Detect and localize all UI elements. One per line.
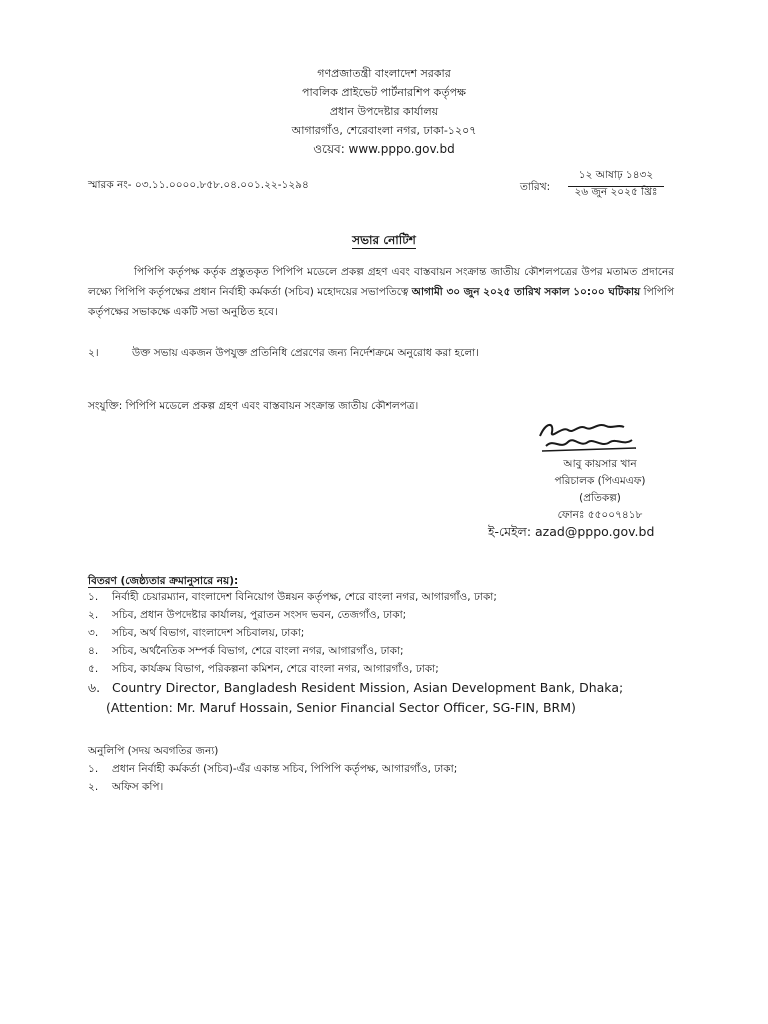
list-item-text: প্রধান নির্বাহী কর্মকর্তা (সচিব)-এঁর একান্ত সচিব, পিপিপি কর্তৃপক্ষ, আগারগাঁও, ঢাকা; [112,763,458,775]
list-item-text: নির্বাহী চেয়ারম্যান, বাংলাদেশ বিনিয়োগ উন্নয়ন কর্তৃপক্ষ, শেরে বাংলা নগর, আগারগাঁও, ঢাকা; [112,591,497,603]
signatory-name: আবু কায়সার খান [563,458,637,470]
signatory-details [520,456,680,524]
office-address: আগারগাঁও, শেরেবাংলা নগর, ঢাকা-১২০৭ [291,124,477,137]
date-bangla: ১২ আষাঢ় ১৪৩২ [568,168,664,187]
meeting-datetime: আগামী ৩০ জুন ২০২৫ তারিখ সকাল ১০:০০ ঘটিকায় [411,286,641,298]
office-name: প্রধান উপদেষ্টার কার্যালয় [329,105,439,118]
notice-title [0,232,768,252]
date-label: তারিখ: [520,181,551,193]
website-link[interactable]: ওয়েব: www.pppo.gov.bd [313,142,455,156]
list-item-text: সচিব, অর্থ বিভাগ, বাংলাদেশ সচিবালয়, ঢাকা; [112,627,305,639]
authority-name: পাবলিক প্রাইভেট পার্টনারশিপ কর্তৃপক্ষ [302,86,466,99]
list-item [88,624,708,642]
signatory-email[interactable]: ই-মেইল: azad@pppo.gov.bd [488,524,655,539]
signatory-designation: পরিচালক (পিএমএফ) [554,475,646,487]
list-item-number: ২. [88,781,99,793]
list-item-number: ২. [88,609,99,621]
copy-list [88,760,708,796]
signatory-phone: ফোনঃ ৫৫০০৭৪১৮ [557,509,643,521]
list-item-number: ৩. [88,627,99,639]
copy-heading: অনুলিপি (সদয় অবগতির জন্য) [88,745,219,757]
list-item-text: সচিব, কার্যক্রম বিভাগ, পরিকল্পনা কমিশন, শেরে বাংলা নগর, আগারগাঁও, ঢাকা; [112,663,439,675]
notice-title-text: সভার নোটিশ [352,233,416,247]
list-item-text: সচিব, অর্থনৈতিক সম্পর্ক বিভাগ, শেরে বাংলা নগর, আগারগাঁও, ঢাকা; [112,645,404,657]
list-item-number: ১. [88,591,99,603]
list-item [88,678,708,698]
list-item [88,588,708,606]
attachment-line: সংযুক্তি: পিপিপি মডেলে প্রকল্প গ্রহণ এবং বাস্তবায়ন সংক্রান্ত জাতীয় কৌশলপত্র। [88,400,419,412]
paragraph-2-text: উক্ত সভায় একজন উপযুক্ত প্রতিনিধি প্রেরণের জন্য নির্দেশক্রমে অনুরোধ করা হলো। [132,347,479,359]
list-item [88,760,708,778]
list-item-text: সচিব, প্রধান উপদেষ্টার কার্যালয়, পুরাতন সংসদ ভবন, তেজগাঁও, ঢাকা; [112,609,407,621]
list-item-number: ১. [88,763,99,775]
paragraph-1 [88,262,674,322]
paragraph-2-number: ২। [88,347,99,359]
signatory-role: (প্রতিকল্প) [579,492,621,504]
paragraph-1-text-a: পিপিপি কর্তৃপক্ষ কর্তৃক প্রস্তুতকৃত পিপিপি মডেলে প্রকল্প গ্রহণ এবং বাস্তবায়ন সংক্রান্ত জাতীয় কৌশলপত্রের উপর মতামত প্রদানের লক্ষ্যে পিপিপি কর্তৃপক্ষের প্রধান নির্বাহী কর্মকর্তা (সচিব) মহোদয়ের সভাপতিত্বে [88,266,674,298]
letterhead [0,64,768,159]
distribution-list [88,588,708,718]
paragraph-2 [88,343,674,363]
date-gregorian: ২৬ জুন ২০২৫ খ্রিঃ [574,186,658,198]
paragraph-1-text-b: পিপিপি কর্তৃপক্ষের সভাকক্ষে একটি সভা অনুষ্ঠিত হবে। [88,286,674,318]
list-item [88,778,708,796]
list-item-number: ৫. [88,663,99,675]
list-item-number: ৬. [88,680,101,695]
list-item-number: ৪. [88,645,99,657]
distribution-heading-text: বিতরণ (জেষ্ঠ্যতার ক্রমানুসারে নয়): [88,575,239,587]
list-item-text: Country Director, Bangladesh Resident Mission, Asian Development Bank, Dhaka; [112,680,624,695]
handwritten-signature [532,418,652,454]
govt-name: গণপ্রজাতন্ত্রী বাংলাদেশ সরকার [317,67,451,80]
list-item-text: অফিস কপি। [112,781,164,793]
list-item [88,606,708,624]
list-item [88,642,708,660]
list-item [88,660,708,678]
list-item-continuation: (Attention: Mr. Maruf Hossain, Senior Financial Sector Officer, SG-FIN, BRM) [106,700,576,715]
memo-number: স্মারক নং- ০৩.১১.০০০০.৮৫৮.০৪.০০১.২২-১২৯৪ [88,179,309,191]
